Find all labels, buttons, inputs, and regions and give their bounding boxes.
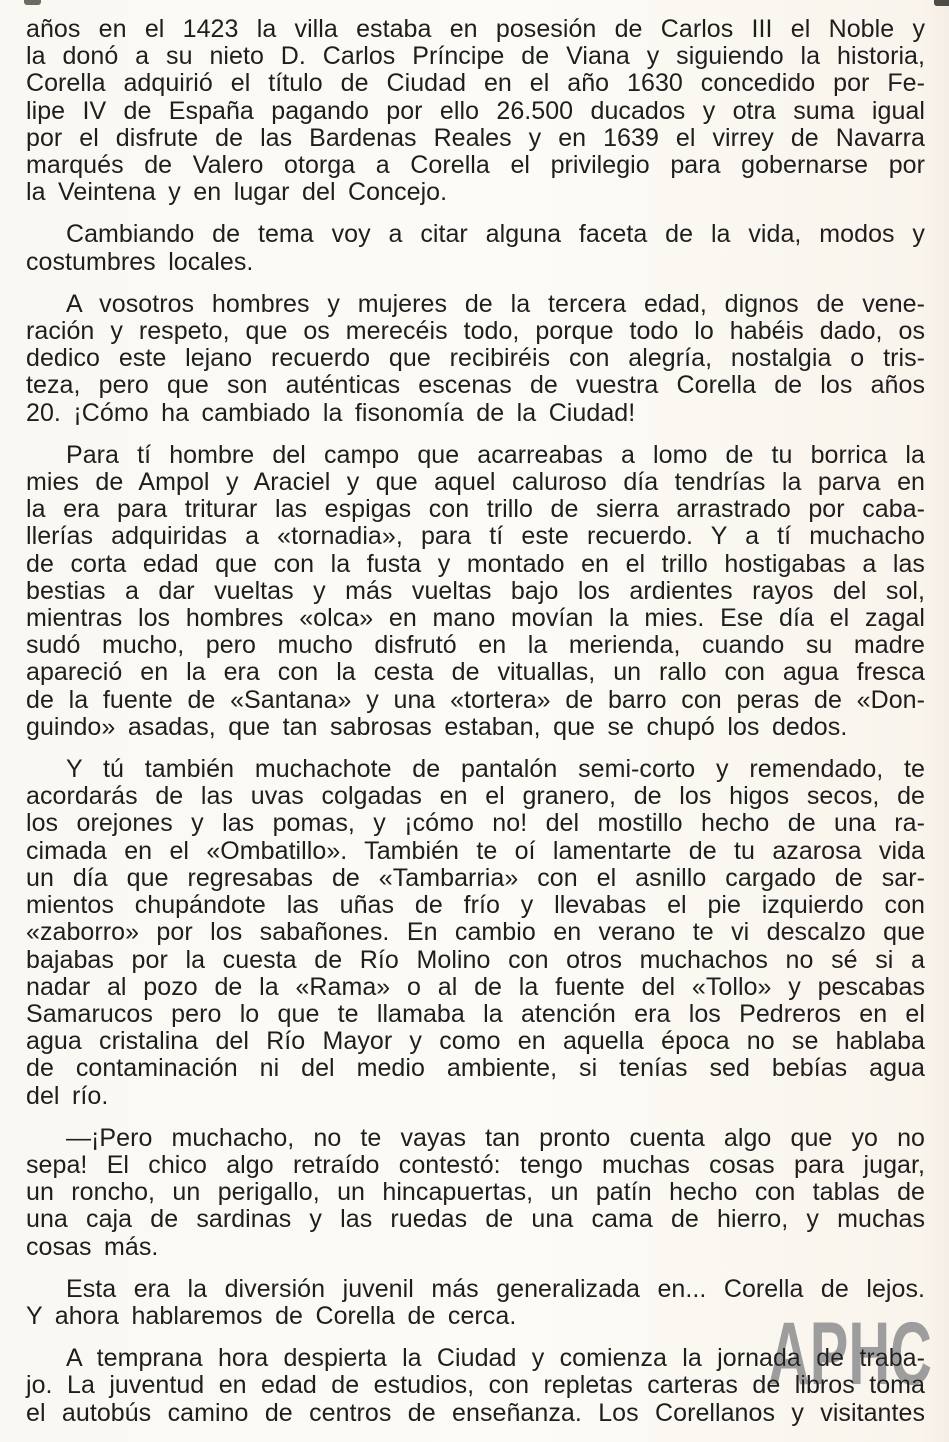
text-line: ración y respeto, que os merecéis todo, porque todo lo habéis dado, os	[26, 317, 925, 346]
text-line: «zaborro» por los sabañones. En cambio en verano te vi descalzo que	[26, 918, 925, 947]
text-line: teza, pero que son auténticas escenas de vuestra Corella de los años	[26, 371, 925, 400]
text-line: dedico este lejano recuerdo que recibiréis con alegría, nostalgia o tris-	[26, 344, 925, 373]
text-line: agua cristalina del Río Mayor y como en aquella época no se hablaba	[26, 1027, 925, 1056]
text-line: la donó a su nieto D. Carlos Príncipe de Viana y siguiendo la historia,	[26, 42, 925, 71]
paragraph	[26, 221, 925, 275]
paragraph	[26, 291, 925, 427]
text-line: bestias a dar vueltas y más vueltas bajo los ardientes rayos del sol,	[26, 576, 925, 605]
aphc-watermark: APHC	[768, 1303, 932, 1403]
text-line: los orejones y las pomas, y ¡cómo no! del mostillo hecho de una ra-	[26, 809, 925, 838]
text-line: la Veintena y en lugar del Concejo.	[26, 178, 448, 207]
text-line: acordarás de las uvas colgadas en el granero, de los higos secos, de	[26, 782, 925, 811]
text-line: la era para triturar las espigas con trillo de sierra arrastrado por caba-	[26, 495, 925, 524]
text-line: 20. ¡Cómo ha cambiado la fisonomía de la Ciudad!	[26, 398, 636, 427]
text-line: un día que regresabas de «Tambarria» con el asnillo cargado de sar-	[26, 863, 925, 892]
text-line: —¡Pero muchacho, no te vayas tan pronto cuenta algo que yo no	[66, 1123, 925, 1152]
text-line: mientras los hombres «olca» en mano movían la mies. Ese día el zagal	[26, 604, 925, 633]
text-line: Y ahora hablaremos de Corella de cerca.	[26, 1301, 517, 1330]
text-line: sudó mucho, pero mucho disfrutó en la merienda, cuando su madre	[26, 631, 925, 660]
text-line: años en el 1423 la villa estaba en posesión de Carlos III el Noble y	[26, 15, 925, 43]
paragraph	[26, 1125, 925, 1261]
text-line: costumbres locales.	[26, 247, 254, 276]
text-line: Y tú también muchachote de pantalón semi-corto y remendado, te	[66, 755, 925, 784]
text-line: A temprana hora despierta la Ciudad y comienza la jornada de traba-	[66, 1344, 925, 1373]
text-line: Corella adquirió el título de Ciudad en el año 1630 concedido por Fe-	[26, 69, 925, 98]
text-line: de corta edad que con la fusta y montado en el trillo hostigabas a las	[26, 549, 925, 578]
document-text	[26, 16, 925, 1427]
text-line: Samarucos pero lo que te llamaba la atención era los Pedreros en el	[26, 999, 925, 1028]
text-line: sepa! El chico algo retraído contestó: tengo muchas cosas para jugar,	[26, 1150, 925, 1179]
text-line: A vosotros hombres y mujeres de la tercera edad, dignos de vene-	[66, 289, 925, 318]
text-line: un roncho, un perigallo, un hincapuertas, un patín hecho con tablas de	[26, 1178, 925, 1207]
text-line: mies de Ampol y Araciel y que aquel caluroso día tendrías la parva en	[26, 468, 925, 497]
text-line: nadar al pozo de la «Rama» o al de la fuente del «Tollo» y pescabas	[26, 972, 925, 1001]
text-line: apareció en la era con la cesta de vituallas, un rallo con agua fresca	[26, 658, 925, 687]
scan-mark-top-right	[934, 0, 949, 6]
paragraph	[26, 16, 925, 206]
text-line: de la fuente de «Santana» y una «tortera» de barro con peras de «Don-	[26, 685, 925, 714]
paragraph	[26, 756, 925, 1110]
scan-mark-top-left	[24, 0, 41, 5]
text-line: cimada en el «Ombatillo». También te oí lamentarte de tu azarosa vida	[26, 836, 925, 865]
text-line: Para tí hombre del campo que acarreabas a lomo de tu borrica la	[66, 440, 925, 469]
text-line: por el disfrute de las Bardenas Reales y en 1639 el virrey de Navarra	[26, 123, 925, 152]
text-line: lipe IV de España pagando por ello 26.500 ducados y otra suma igual	[26, 96, 925, 125]
text-line: Cambiando de tema voy a citar alguna faceta de la vida, modos y	[66, 220, 925, 249]
text-line: jo. La juventud en edad de estudios, con repletas carteras de libros toma	[26, 1371, 925, 1400]
text-line: de contaminación ni del medio ambiente, si tenías sed bebías agua	[26, 1054, 925, 1083]
paragraph	[26, 442, 925, 741]
text-line: marqués de Valero otorga a Corella el privilegio para gobernarse por	[26, 151, 925, 180]
text-line: guindo» asadas, que tan sabrosas estaban, que se chupó los dedos.	[26, 712, 848, 741]
text-line: bajabas por la cuesta de Río Molino con otros muchachos no sé si a	[26, 945, 925, 974]
text-line: llerías adquiridas a «tornadia», para tí este recuerdo. Y a tí muchacho	[26, 522, 925, 551]
text-line: del río.	[26, 1081, 109, 1110]
text-line: cosas más.	[26, 1232, 159, 1261]
text-line: el autobús camino de centros de enseñanza. Los Corellanos y visitantes	[26, 1398, 925, 1427]
text-line: una caja de sardinas y las ruedas de una cama de hierro, y muchas	[26, 1205, 925, 1234]
text-line: mientos chupándote las uñas de frío y llevabas el pie izquierdo con	[26, 891, 925, 920]
text-line: Esta era la diversión juvenil más generalizada en... Corella de lejos.	[66, 1274, 925, 1303]
